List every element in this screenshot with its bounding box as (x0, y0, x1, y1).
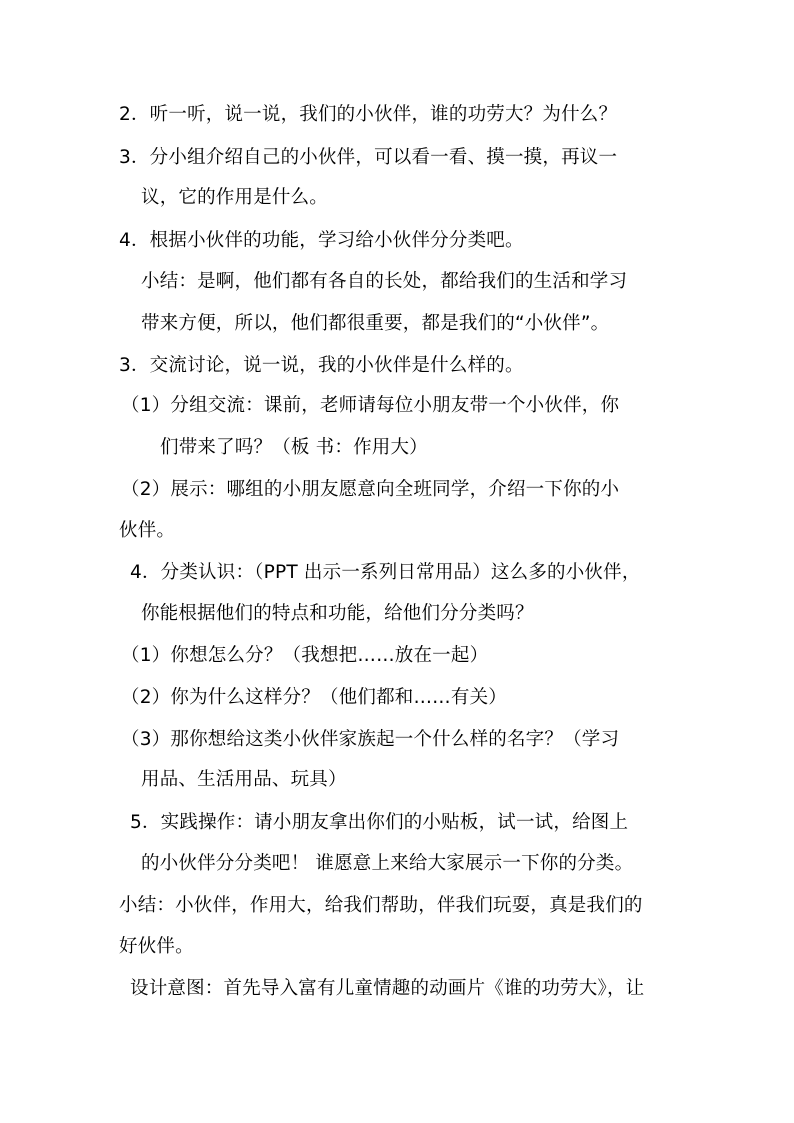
text-line: （2）你为什么这样分？（他们都和……有关） (121, 687, 507, 708)
text-line: 好伙伴。 (119, 936, 194, 957)
text-line: 用品、生活用品、玩具） (141, 769, 347, 790)
text-line: 的小伙伴分分类吧！ 谁愿意上来给大家展示一下你的分类。 (141, 853, 634, 874)
text-line: 小结：小伙伴，作用大，给我们帮助，伴我们玩耍，真是我们的 (119, 895, 643, 916)
text-line: 5．实践操作：请小朋友拿出你们的小贴板，试一试，给图上 (130, 812, 629, 833)
text-line: （1）分组交流：课前，老师请每位小朋友带一个小伙伴，你 (121, 395, 620, 416)
text-line: （1）你想怎么分？（我想把……放在一起） (121, 645, 489, 666)
text-line: 伙伴。 (119, 520, 176, 541)
text-line: 3．分小组介绍自己的小伙伴，可以看一看、摸一摸，再议一 (119, 147, 618, 168)
text-line: 们带来了吗？（板 书：作用大） (160, 437, 428, 458)
text-line: 小结：是啊，他们都有各自的长处，都给我们的生活和学习 (141, 271, 628, 292)
text-line: 2．听一听，说一说，我们的小伙伴，谁的功劳大？为什么？ (119, 104, 618, 125)
text-line: 议，它的作用是什么。 (141, 187, 329, 208)
text-line: （2）展示：哪组的小朋友愿意向全班同学，介绍一下你的小 (121, 479, 620, 500)
text-line: 4．根据小伙伴的功能，学习给小伙伴分分类吧。 (119, 230, 524, 251)
text-line: 你能根据他们的特点和功能，给他们分分类吗？ (141, 603, 534, 624)
text-line: 设计意图：首先导入富有儿童情趣的动画片《谁的功劳大》，让 (130, 978, 645, 999)
text-line: 4．分类认识：（PPT 出示一系列日常用品）这么多的小伙伴， (130, 562, 641, 583)
text-line: 3．交流讨论，说一说，我的小伙伴是什么样的。 (119, 355, 524, 376)
text-line: 带来方便，所以，他们都很重要，都是我们的“小伙伴”。 (141, 313, 610, 334)
text-line: （3）那你想给这类小伙伴家族起一个什么样的名字？（学习 (121, 729, 620, 750)
